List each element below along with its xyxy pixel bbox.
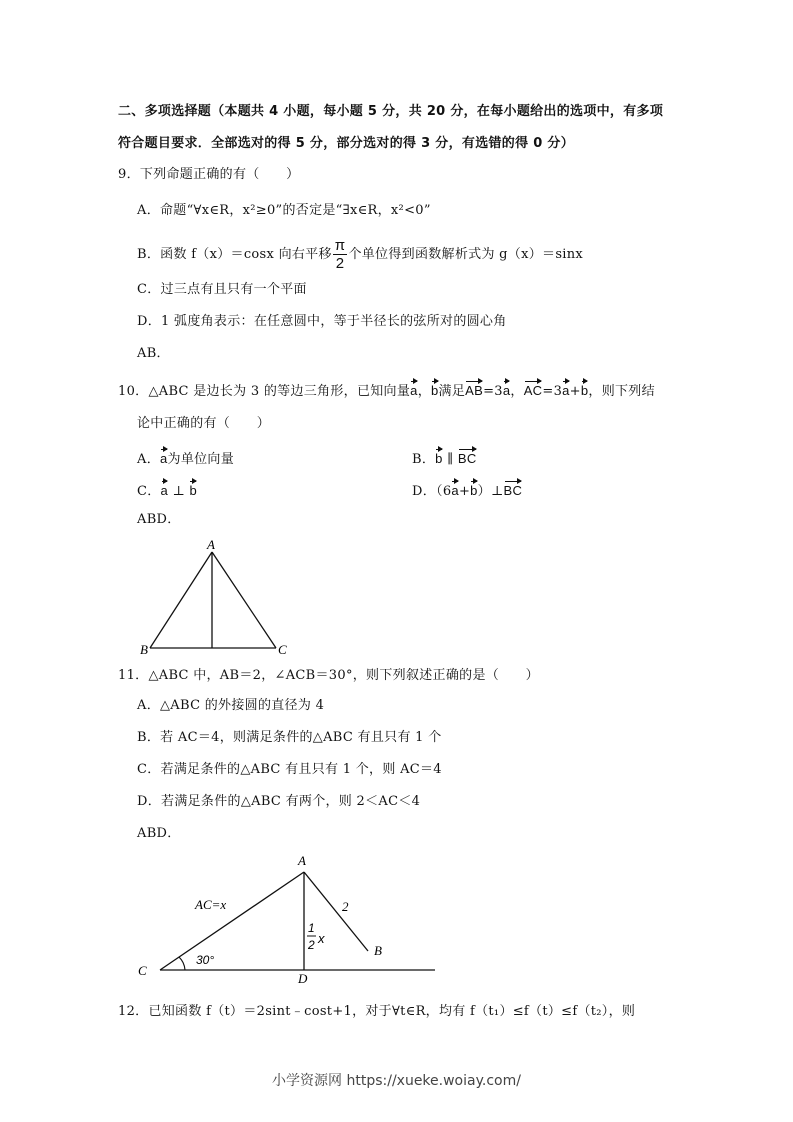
- question-10-stem: [118, 380, 655, 400]
- label-C: C: [138, 963, 147, 978]
- q10-option-b: [412, 448, 477, 468]
- vector-AC: AC: [524, 380, 543, 399]
- question-text: △ABC 中，AB＝2，∠ACB＝30°，则下列叙述正确的是（ ）: [148, 668, 539, 683]
- q9-option-c: [137, 282, 307, 298]
- q9-option-b: [137, 236, 583, 274]
- q9-option-a: [137, 203, 431, 219]
- footer-watermark: 小学资源网 https://xueke.woiay.com/: [272, 1073, 521, 1089]
- vector-b: b: [435, 448, 443, 467]
- option-label: D．: [137, 794, 162, 809]
- option-label: A．: [137, 203, 160, 218]
- label-A: A: [298, 853, 306, 868]
- vector-BC: BC: [458, 448, 477, 467]
- option-text: 若满足条件的△ABC 有两个，则 2＜AC＜4: [161, 794, 421, 809]
- option-text: 函数 f（x）＝cosx 向右平移: [160, 247, 332, 262]
- question-text: 满足: [438, 384, 466, 399]
- fraction-denominator: 2: [335, 255, 345, 272]
- label-A: A: [207, 537, 215, 552]
- question-number: 12．: [118, 1004, 149, 1019]
- option-label: B．: [137, 730, 161, 745]
- vector-b: b: [581, 380, 589, 399]
- vector-BC: BC: [504, 480, 523, 499]
- plus-sign: +: [458, 484, 471, 499]
- option-text: 若满足条件的△ABC 有且只有 1 个，则 AC＝4: [160, 762, 442, 777]
- option-label: D．: [412, 484, 437, 499]
- equation-part: =3: [542, 384, 563, 399]
- question-number: 9．: [118, 167, 140, 182]
- separator: ，: [510, 384, 524, 399]
- label-B: B: [374, 943, 382, 958]
- q10-answer: ABD．: [137, 512, 181, 527]
- q9-option-d: [137, 314, 507, 330]
- option-text: 命题“∀x∈R，x²≥0”的否定是“∃x∈R，x²<0”: [160, 203, 431, 218]
- question-11-stem: [118, 668, 539, 684]
- label-B: B: [140, 642, 148, 657]
- q11-option-b: [137, 730, 442, 746]
- vector-a: a: [410, 380, 418, 399]
- option-label: C．: [137, 484, 161, 499]
- paren-close-perp: ）⊥: [477, 484, 504, 499]
- vector-b: b: [431, 380, 439, 399]
- option-text: 为单位向量: [167, 452, 235, 467]
- fraction-numerator: π: [334, 237, 346, 254]
- question-number: 11．: [118, 668, 149, 683]
- question-text: ，则下列结: [588, 384, 655, 399]
- side-AB-label: 2: [342, 899, 349, 914]
- separator: ，: [417, 384, 431, 399]
- label-D: D: [298, 971, 308, 985]
- q11-answer: ABD．: [137, 826, 181, 841]
- figure-triangle-altitude: [130, 845, 440, 985]
- q11-option-c: [137, 762, 442, 778]
- vector-b: b: [189, 480, 197, 499]
- side-AC-label: AC=x: [195, 897, 227, 912]
- vector-a: a: [160, 448, 168, 467]
- option-text: 个单位得到函数解析式为 g（x）＝sinx: [348, 247, 584, 262]
- q10-option-a: [137, 448, 234, 468]
- figure-equilateral-triangle: [130, 532, 300, 660]
- q11-option-d: [137, 794, 420, 810]
- equation-part: =3: [483, 384, 503, 399]
- option-label: A．: [137, 698, 160, 713]
- option-label: B．: [137, 247, 161, 262]
- question-text: 已知函数 f（t）＝2sint﹣cost+1，对于∀t∈R，均有 f（t₁）≤f（t）≤f（t₂），则: [148, 1004, 636, 1019]
- paren-open: （6: [436, 484, 452, 499]
- section-heading-line2: 符合题目要求．全部选对的得 5 分，部分选对的得 3 分，有选错的得 0 分）: [118, 136, 574, 151]
- q10-option-c: [137, 480, 197, 500]
- vector-a: a: [161, 480, 169, 499]
- label-C: C: [278, 642, 287, 657]
- question-text: △ABC 是边长为 3 的等边三角形，已知向量: [148, 384, 411, 399]
- option-text: 1 弧度角表示：在任意圆中，等于半径长的弦所对的圆心角: [161, 314, 507, 329]
- option-label: C．: [137, 762, 161, 777]
- plus-sign: +: [569, 384, 581, 399]
- option-text: 过三点有且只有一个平面: [160, 282, 307, 297]
- option-text: 若 AC＝4，则满足条件的△ABC 有且只有 1 个: [160, 730, 442, 745]
- angle-label: 30°: [196, 953, 215, 967]
- section-heading-line1: 二、多项选择题（本题共 4 小题，每小题 5 分，共 20 分，在每小题给出的选项中，有多项: [118, 104, 664, 119]
- question-number: 10．: [118, 384, 149, 399]
- fraction-pi-over-2: [333, 237, 348, 272]
- question-12-stem: [118, 1004, 635, 1020]
- question-text: 下列命题正确的有（ ）: [139, 167, 300, 182]
- option-text: △ABC 的外接圆的直径为 4: [160, 698, 325, 713]
- perpendicular-symbol: ⊥: [172, 484, 186, 499]
- option-label: C．: [137, 282, 161, 297]
- height-numerator: 1: [308, 921, 315, 935]
- vector-a: a: [562, 380, 570, 399]
- vector-a: a: [451, 480, 459, 499]
- q9-answer: AB．: [137, 346, 170, 361]
- q10-option-d: [412, 480, 522, 500]
- option-label: A．: [137, 452, 160, 467]
- vector-a: a: [503, 380, 511, 399]
- q11-option-a: [137, 698, 324, 714]
- option-label: D．: [137, 314, 162, 329]
- option-label: B．: [412, 452, 436, 467]
- question-10-stem-line2: 论中正确的有（ ）: [137, 416, 271, 431]
- height-denominator: 2: [308, 938, 315, 952]
- height-variable: x: [318, 931, 325, 946]
- parallel-symbol: ∥: [447, 452, 454, 467]
- vector-AB: AB: [465, 380, 483, 399]
- question-9-stem: [118, 167, 299, 183]
- vector-b: b: [470, 480, 478, 499]
